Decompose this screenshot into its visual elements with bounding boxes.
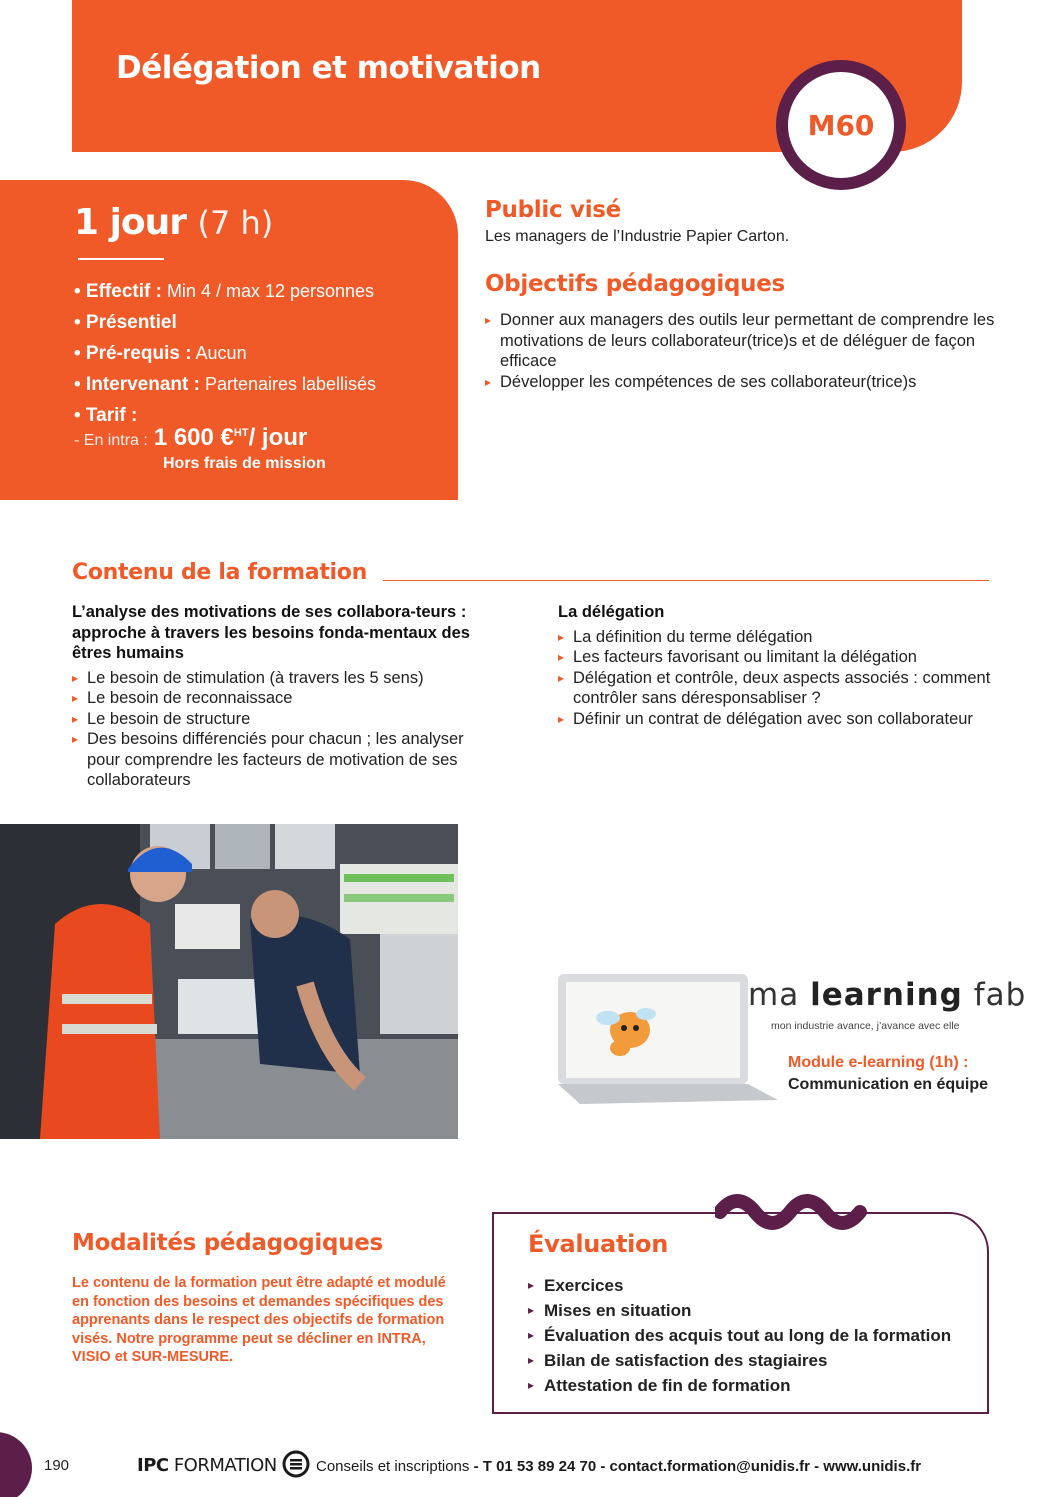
page-number: 190: [44, 1457, 70, 1474]
logo-suffix: fab: [962, 977, 1027, 1013]
public-title: Public visé: [485, 197, 621, 223]
list-item: ▸ Le besoin de stimulation (à travers les 5 sens): [72, 668, 482, 689]
info-value: Partenaires labellisés: [199, 374, 377, 394]
list-item: ▸ Attestation de fin de formation: [528, 1373, 951, 1398]
laptop-illustration: [550, 970, 780, 1105]
footer-contact: [316, 1458, 921, 1475]
logo-main: learning: [810, 977, 963, 1013]
info-label: • Pré-requis :: [74, 343, 192, 364]
contenu-right-list: [558, 627, 998, 730]
info-item-presentiel: [74, 307, 376, 338]
contenu-left-heading: L’analyse des motivations de ses collabora-teurs : approche à travers les besoins fonda-mentaux des êtres humains: [72, 603, 470, 662]
contenu-divider: [383, 580, 989, 581]
modalites-text: Le contenu de la formation peut être adapté et modulé en fonction des besoins et demandes spécifiques des apprenants dans le respect des objectifs de formation visés. Notre programme peut se décliner en INTRA, VISIO et SUR-MESURE.: [72, 1275, 446, 1365]
evaluation-wave-decoration: [715, 1190, 875, 1230]
list-item: ▸ Mises en situation: [528, 1298, 951, 1323]
info-box: [0, 180, 458, 500]
evaluation-title: Évaluation: [528, 1230, 669, 1258]
contenu-right-column: [558, 602, 998, 729]
page-corner-circle: [0, 1432, 32, 1497]
info-item-prerequis: [74, 338, 376, 369]
list-item: ▸ Bilan de satisfaction des stagiaires: [528, 1348, 951, 1373]
list-item: ▸ Exercices: [528, 1273, 951, 1298]
brand-rest: FORMATION: [168, 1455, 277, 1476]
contenu-title: Contenu de la formation: [72, 560, 367, 585]
elearning-module-label: Module e-learning (1h) :: [788, 1054, 969, 1071]
duration: [74, 202, 273, 243]
public-text: Les managers de l’Industrie Papier Carton.: [485, 228, 790, 245]
list-item: ▸ Définir un contrat de délégation avec son collaborateur: [558, 709, 998, 730]
info-label: • Présentiel: [74, 312, 177, 333]
info-value: Min 4 / max 12 personnes: [161, 281, 375, 301]
list-item: ▸ Des besoins différenciés pour chacun ; les analyser pour comprendre les facteurs de motivation de ses collaborateurs: [72, 729, 482, 791]
evaluation-list: [528, 1273, 951, 1398]
elearning-module-name: Communication en équipe: [788, 1076, 989, 1093]
objective-item: ▸ Donner aux managers des outils leur permettant de comprendre les motivations de leurs collaborateur(trice)s et de déléguer de façon efficace: [485, 310, 995, 372]
info-item-intervenant: [74, 369, 376, 400]
info-label: • Effectif :: [74, 281, 162, 302]
info-item-effectif: [74, 276, 376, 307]
modalites-title: Modalités pédagogiques: [72, 1230, 383, 1256]
ma-learning-fab-logo: [748, 977, 1026, 1013]
footer-prefix: Conseils et inscriptions: [316, 1458, 470, 1475]
objectives-list: [485, 310, 995, 392]
duration-main: 1 jour: [74, 202, 187, 243]
list-item: ▸ Évaluation des acquis tout au long de la formation: [528, 1323, 951, 1348]
list-item: ▸ Le besoin de reconnaissace: [72, 688, 482, 709]
info-list: [74, 276, 376, 431]
info-value: Aucun: [191, 343, 247, 363]
list-item: ▸ Les facteurs favorisant ou limitant la délégation: [558, 647, 998, 668]
footer-brand: [137, 1455, 277, 1476]
list-item: ▸ La définition du terme délégation: [558, 627, 998, 648]
price-prefix: - En intra :: [74, 432, 148, 449]
price-value: 1 600 €: [153, 424, 234, 451]
photo-illustration: [0, 824, 458, 1139]
info-label: • Tarif :: [74, 405, 138, 426]
logo-tagline: mon industrie avance, j’avance avec elle: [771, 1020, 960, 1032]
price-unit: / jour: [248, 424, 308, 451]
price-line: [74, 424, 307, 452]
price-tax-sup: HT: [233, 427, 249, 439]
refresh-list-icon: [280, 1448, 312, 1480]
module-code: M60: [807, 108, 875, 142]
objective-item: ▸ Développer les compétences de ses collaborateur(trice)s: [485, 372, 995, 393]
duration-underline: [78, 258, 164, 260]
logo-prefix: ma: [748, 977, 811, 1013]
contenu-left-list: [72, 668, 482, 791]
footer-contact-details: - T 01 53 89 24 70 - contact.formation@unidis.fr - www.unidis.fr: [473, 1458, 922, 1475]
contenu-left-column: [72, 602, 482, 791]
brand-bold: IPC: [137, 1455, 169, 1476]
price-amount: [154, 424, 307, 452]
info-label: • Intervenant :: [74, 374, 200, 395]
objectives-title: Objectifs pédagogiques: [485, 271, 785, 297]
contenu-right-heading: La délégation: [558, 603, 665, 621]
list-item: ▸ Le besoin de structure: [72, 709, 482, 730]
module-code-badge: [776, 60, 906, 190]
control-room-photo: [0, 824, 458, 1139]
page-title: Délégation et motivation: [116, 50, 541, 86]
price-note: Hors frais de mission: [163, 455, 326, 472]
duration-sub: (7 h): [197, 204, 274, 242]
list-item: ▸ Délégation et contrôle, deux aspects associés : comment contrôler sans déresponsabliser ?: [558, 668, 998, 709]
